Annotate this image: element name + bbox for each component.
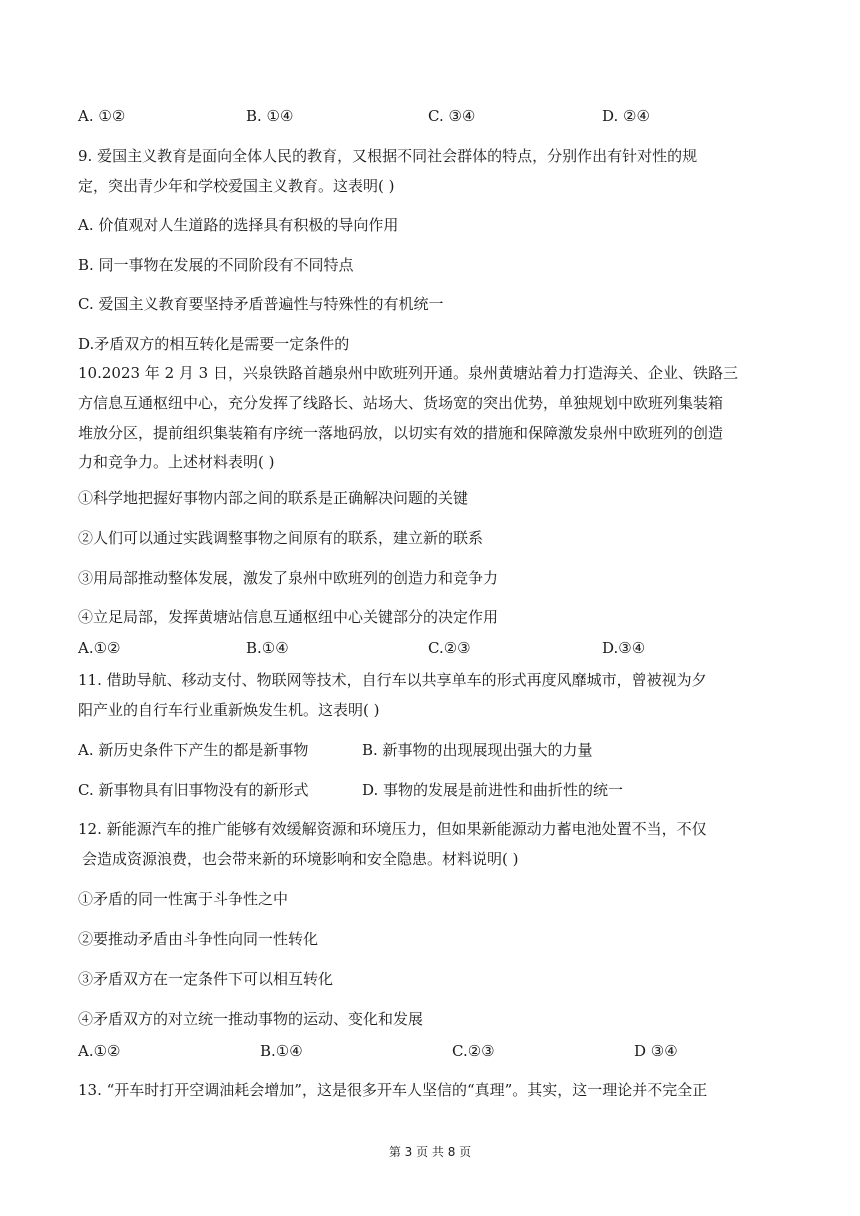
q11-option-c: C. 新事物具有旧事物没有的新形式 xyxy=(78,781,309,799)
q12-item-4: ④矛盾双方的对立统一推动事物的运动、变化和发展 xyxy=(78,1010,424,1028)
q8-option-b: B. ①④ xyxy=(246,107,294,125)
q10-option-b: B.①④ xyxy=(246,639,289,657)
q10-option-c: C.②③ xyxy=(428,639,471,657)
q9-option-c: C. 爱国主义教育要坚持矛盾普遍性与特殊性的有机统一 xyxy=(78,295,444,313)
q9-stem-line: 定，突出青少年和学校爱国主义教育。这表明( ) xyxy=(78,177,395,195)
q12-option-b: B.①④ xyxy=(260,1042,303,1060)
q9-option-b: B. 同一事物在发展的不同阶段有不同特点 xyxy=(78,256,354,274)
q10-item-4: ④立足局部，发挥黄塘站信息互通枢纽中心关键部分的决定作用 xyxy=(78,608,499,626)
q11-stem-line: 阳产业的自行车行业重新焕发生机。这表明( ) xyxy=(78,701,380,719)
q12-item-3: ③矛盾双方在一定条件下可以相互转化 xyxy=(78,970,334,988)
q12-item-2: ②要推动矛盾由斗争性向同一性转化 xyxy=(78,930,319,948)
q10-item-1: ①科学地把握好事物内部之间的联系是正确解决问题的关键 xyxy=(78,489,469,507)
q12-option-d: D ③④ xyxy=(634,1042,678,1060)
q9-option-d: D.矛盾双方的相互转化是需要一定条件的 xyxy=(78,335,350,353)
q12-option-a: A.①② xyxy=(78,1042,121,1060)
q11-option-d: D. 事物的发展是前进性和曲折性的统一 xyxy=(362,781,624,799)
q12-item-1: ①矛盾的同一性寓于斗争性之中 xyxy=(78,890,289,908)
q10-option-a: A.①② xyxy=(78,639,121,657)
q8-option-d: D. ②④ xyxy=(602,107,650,125)
q12-option-c: C.②③ xyxy=(452,1042,495,1060)
q10-stem-line: 10.2023 年 2 月 3 日，兴泉铁路首趟泉州中欧班列开通。泉州黄塘站着力打造海关、企业、铁路三 xyxy=(78,364,738,382)
q10-stem-line: 力和竞争力。上述材料表明( ) xyxy=(78,453,275,471)
q10-item-2: ②人们可以通过实践调整事物之间原有的联系，建立新的联系 xyxy=(78,529,484,547)
q8-option-a: A. ①② xyxy=(78,107,126,125)
q11-option-a: A. 新历史条件下产生的都是新事物 xyxy=(78,741,309,759)
page-footer: 第 3 页 共 8 页 xyxy=(388,1145,472,1159)
q10-stem-line: 堆放分区，提前组织集装箱有序统一落地码放，以切实有效的措施和保障激发泉州中欧班列的创造 xyxy=(78,424,724,442)
q10-stem-line: 方信息互通枢纽中心，充分发挥了线路长、站场大、货场宽的突出优势，单独规划中欧班列集装箱 xyxy=(78,394,724,412)
q8-option-c: C. ③④ xyxy=(428,107,476,125)
q10-item-3: ③用局部推动整体发展，激发了泉州中欧班列的创造力和竞争力 xyxy=(78,569,499,587)
q11-stem-line: 11. 借助导航、移动支付、物联网等技术，自行车以共享单车的形式再度风靡城市，曾被视为夕 xyxy=(78,671,707,689)
q9-option-a: A. 价值观对人生道路的选择具有积极的导向作用 xyxy=(78,216,399,234)
q13-stem-line: 13. “开车时打开空调油耗会增加”，这是很多开车人坚信的“真理”。其实，这一理论并不完全正 xyxy=(78,1081,708,1099)
q10-option-d: D.③④ xyxy=(602,639,646,657)
q9-stem-line: 9. 爱国主义教育是面向全体人民的教育，又根据不同社会群体的特点，分别作出有针对性的规 xyxy=(78,147,698,165)
q11-option-b: B. 新事物的出现展现出强大的力量 xyxy=(362,741,593,759)
q12-stem-line: 12. 新能源汽车的推广能够有效缓解资源和环境压力，但如果新能源动力蓄电池处置不当，不仅 xyxy=(78,820,707,838)
q12-stem-line: 会造成资源浪费，也会带来新的环境影响和安全隐患。材料说明( ) xyxy=(82,850,519,868)
